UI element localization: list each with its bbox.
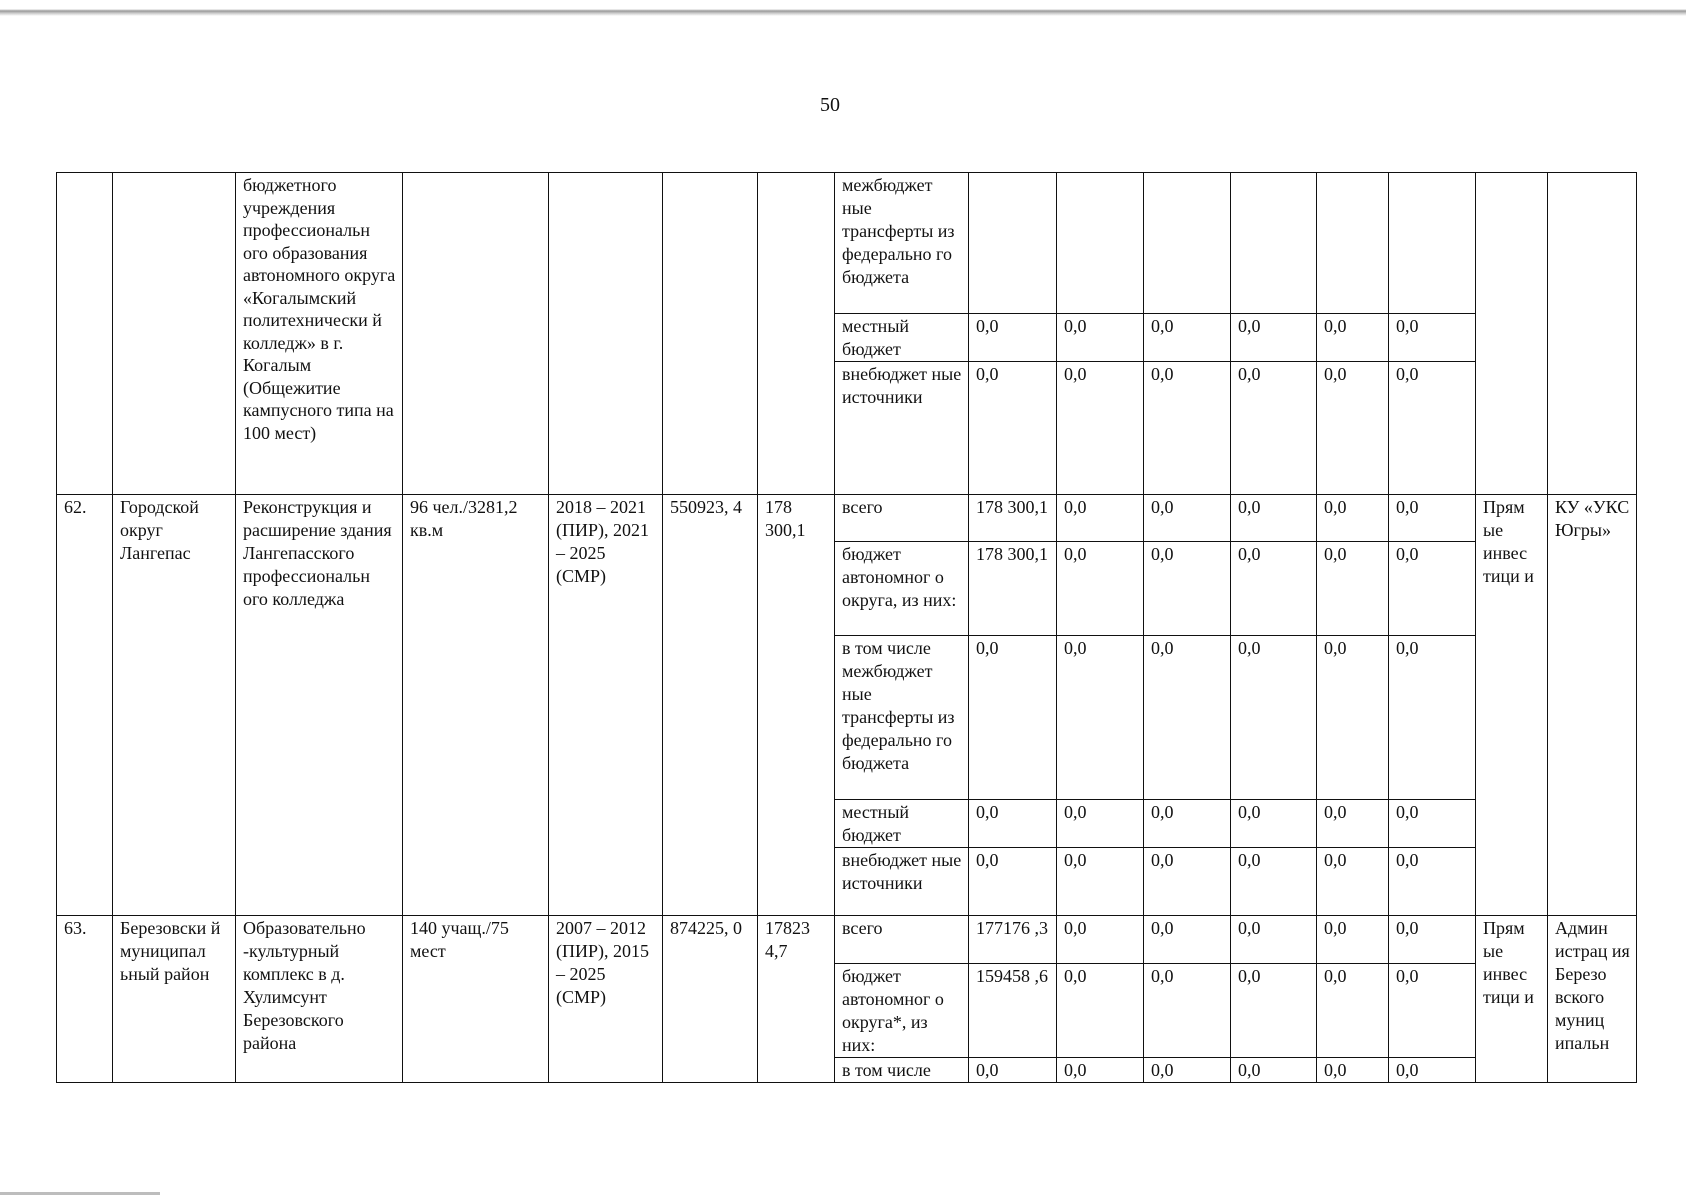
row62-capacity: 96 чел./3281,2 кв.м	[403, 495, 549, 916]
row63-period: 2007 – 2012 (ПИР), 2015 – 2025 (СМР)	[549, 916, 663, 1083]
value-cell: 0,0	[1231, 800, 1317, 848]
value-cell: 0,0	[1057, 542, 1144, 636]
row63-estimated-cost: 874225, 0	[663, 916, 758, 1083]
value-cell: 159458 ,6	[969, 964, 1057, 1058]
value-cell: 0,0	[1317, 314, 1389, 362]
value-cell: 0,0	[969, 314, 1057, 362]
value-cell: 0,0	[969, 848, 1057, 916]
table-row	[57, 495, 1637, 542]
value-cell: 0,0	[1389, 916, 1476, 964]
row63-num: 63.	[57, 916, 113, 1083]
value-cell: 0,0	[1317, 495, 1389, 542]
row61-capacity-cell	[403, 173, 549, 495]
row61-period-cell	[549, 173, 663, 495]
value-cell: 0,0	[1317, 848, 1389, 916]
row62-num: 62.	[57, 495, 113, 916]
source-label: всего	[835, 916, 969, 964]
value-cell: 0,0	[1231, 964, 1317, 1058]
row62-remaining-cost: 178 300,1	[758, 495, 835, 916]
value-cell: 0,0	[969, 636, 1057, 800]
row63-mechanism: Прям ые инвес тици и	[1476, 916, 1548, 1083]
row63-object-name: Образовательно -культурный комплекс в д. Хулимсунт Березовского района	[236, 916, 403, 1083]
value-cell	[1057, 173, 1144, 314]
row61-mechanism-cell	[1476, 173, 1548, 495]
value-cell: 0,0	[1231, 916, 1317, 964]
value-cell: 0,0	[1231, 1058, 1317, 1083]
row61-cost-cell	[663, 173, 758, 495]
value-cell: 0,0	[969, 1058, 1057, 1083]
scan-edge-bottom	[0, 1192, 160, 1195]
value-cell: 0,0	[1317, 800, 1389, 848]
value-cell	[1144, 173, 1231, 314]
row61-customer-cell	[1548, 173, 1637, 495]
table-row	[57, 173, 1637, 314]
page-number: 50	[820, 94, 840, 116]
value-cell: 0,0	[1057, 495, 1144, 542]
value-cell	[1317, 173, 1389, 314]
source-label: бюджет автономног о округа, из них:	[835, 542, 969, 636]
value-cell: 0,0	[1231, 636, 1317, 800]
value-cell: 0,0	[1057, 362, 1144, 495]
value-cell: 0,0	[1144, 495, 1231, 542]
value-cell: 0,0	[1144, 916, 1231, 964]
value-cell: 0,0	[1231, 362, 1317, 495]
value-cell: 0,0	[1144, 1058, 1231, 1083]
row62-customer: КУ «УКС Югры»	[1548, 495, 1637, 916]
value-cell: 0,0	[1144, 362, 1231, 495]
source-label: межбюджет ные трансферты из федерально го бюджета	[835, 173, 969, 314]
row63-municipality: Березовски й муниципал ьный район	[113, 916, 236, 1083]
value-cell: 0,0	[969, 362, 1057, 495]
value-cell: 0,0	[1389, 314, 1476, 362]
value-cell: 0,0	[1317, 636, 1389, 800]
value-cell: 0,0	[1057, 636, 1144, 800]
source-label: местный бюджет	[835, 800, 969, 848]
value-cell: 0,0	[1057, 916, 1144, 964]
value-cell: 0,0	[1389, 362, 1476, 495]
value-cell: 0,0	[1057, 964, 1144, 1058]
row62-estimated-cost: 550923, 4	[663, 495, 758, 916]
value-cell: 0,0	[1389, 1058, 1476, 1083]
investment-table	[56, 172, 1637, 1083]
value-cell: 0,0	[1057, 314, 1144, 362]
value-cell: 0,0	[1317, 964, 1389, 1058]
value-cell: 0,0	[1144, 800, 1231, 848]
value-cell: 177176 ,3	[969, 916, 1057, 964]
value-cell: 0,0	[1144, 636, 1231, 800]
value-cell: 0,0	[1144, 964, 1231, 1058]
row61-remaining-cell	[758, 173, 835, 495]
row61-object-name: бюджетного учреждения профессиональн ого образования автономного округа «Когалымский политехнически й колледж» в г. Когалым (Общежитие кампусного типа на 100 мест)	[236, 173, 403, 495]
source-label: внебюджет ные источники	[835, 362, 969, 495]
table-row	[57, 916, 1637, 964]
value-cell: 0,0	[1317, 1058, 1389, 1083]
value-cell	[1389, 173, 1476, 314]
value-cell: 0,0	[1389, 964, 1476, 1058]
value-cell: 0,0	[1389, 800, 1476, 848]
value-cell: 0,0	[1144, 314, 1231, 362]
value-cell: 0,0	[1389, 495, 1476, 542]
value-cell: 0,0	[1057, 800, 1144, 848]
value-cell	[969, 173, 1057, 314]
row62-period: 2018 – 2021 (ПИР), 2021 – 2025 (СМР)	[549, 495, 663, 916]
value-cell: 0,0	[1231, 542, 1317, 636]
scan-edge-top	[0, 0, 1686, 18]
value-cell: 0,0	[1317, 362, 1389, 495]
value-cell: 0,0	[1389, 636, 1476, 800]
row62-mechanism: Прям ые инвес тици и	[1476, 495, 1548, 916]
value-cell: 178 300,1	[969, 495, 1057, 542]
row63-remaining-cost: 17823 4,7	[758, 916, 835, 1083]
value-cell: 0,0	[1231, 495, 1317, 542]
source-label: в том числе	[835, 1058, 969, 1083]
value-cell: 0,0	[1317, 542, 1389, 636]
value-cell: 0,0	[969, 800, 1057, 848]
value-cell: 0,0	[1317, 916, 1389, 964]
row61-municipality-cell	[113, 173, 236, 495]
value-cell	[1231, 173, 1317, 314]
row61-num-cell	[57, 173, 113, 495]
value-cell: 0,0	[1057, 848, 1144, 916]
source-label: бюджет автономног о округа*, из них:	[835, 964, 969, 1058]
value-cell: 178 300,1	[969, 542, 1057, 636]
source-label: местный бюджет	[835, 314, 969, 362]
value-cell: 0,0	[1057, 1058, 1144, 1083]
row63-capacity: 140 учащ./75 мест	[403, 916, 549, 1083]
source-label: всего	[835, 495, 969, 542]
value-cell: 0,0	[1389, 542, 1476, 636]
row62-municipality: Городской округ Лангепас	[113, 495, 236, 916]
source-label: внебюджет ные источники	[835, 848, 969, 916]
value-cell: 0,0	[1231, 848, 1317, 916]
value-cell: 0,0	[1144, 848, 1231, 916]
value-cell: 0,0	[1389, 848, 1476, 916]
value-cell: 0,0	[1144, 542, 1231, 636]
value-cell: 0,0	[1231, 314, 1317, 362]
source-label: в том числе межбюджет ные трансферты из федерально го бюджета	[835, 636, 969, 800]
row63-customer: Админ истрац ия Березо вского муниц ипальн	[1548, 916, 1637, 1083]
row62-object-name: Реконструкция и расширение здания Лангепасского профессиональн ого колледжа	[236, 495, 403, 916]
